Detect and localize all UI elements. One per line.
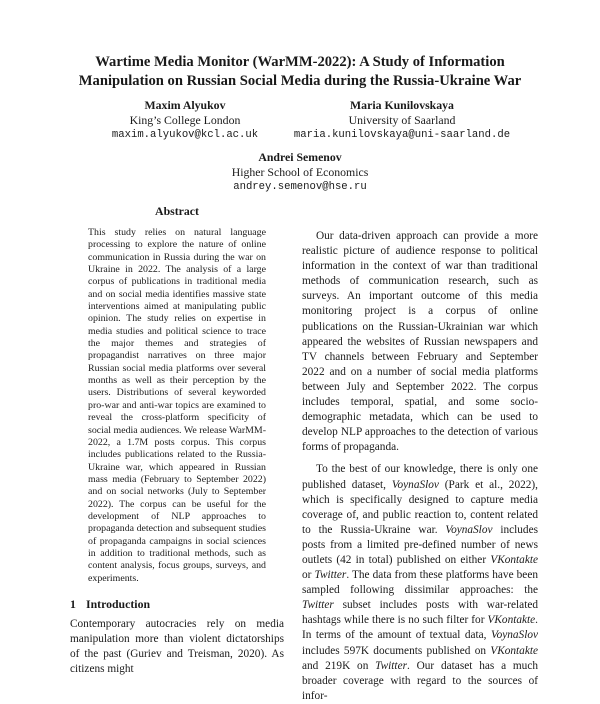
platform-name: VKontakte — [490, 644, 538, 657]
dataset-name: VoynaSlov — [391, 478, 439, 491]
platform-name: Twitter — [314, 569, 347, 582]
intro-paragraph: Contemporary autocracies rely on media manipulation more than violent dictatorships of the past (Guriev and Treisman, 2020). As citizens might — [70, 617, 284, 675]
author-affiliation: University of Saarland — [348, 113, 456, 127]
platform-name: VKontakte — [490, 553, 538, 566]
author-name: Maria Kunilovskaya — [350, 98, 454, 112]
abstract-heading: Abstract — [155, 204, 199, 218]
right-column — [302, 229, 538, 704]
dataset-name: VoynaSlov — [490, 629, 538, 642]
author-block-2 — [292, 98, 512, 143]
platform-name: Twitter — [302, 599, 334, 612]
text-run: . In terms of the amount of textual data, — [302, 614, 538, 642]
text-run: . The data from these platforms have been sampled following dissimilar approaches: the — [302, 569, 538, 597]
author-affiliation: King’s College London — [129, 113, 241, 127]
section-title: Introduction — [86, 596, 151, 611]
platform-name: Twitter — [375, 659, 407, 672]
text-run: subset includes posts with war-related hashtags while there is no such filter for — [302, 599, 538, 627]
text-run: and 219K on — [302, 659, 376, 672]
author-name: Maxim Alyukov — [144, 98, 226, 112]
author-email[interactable]: maxim.alyukov@kcl.ac.uk — [111, 129, 259, 141]
title-line-1: Wartime Media Monitor (WarMM-2022): A Study of Information — [95, 54, 505, 70]
author-email[interactable]: andrey.semenov@hse.ru — [233, 181, 367, 193]
abstract-body: This study relies on natural language processing to explore the nature of online communication in Russia during the war on Ukraine in 2022. The analysis of a large corpus of publications in traditional media and on social media identifies massive state interventions aimed at manipulating public opinion. The study relies on expertise in media studies and political science to trace the major themes and strategies of propagandist narratives on three major Russian social media platforms over several months as well as their perception by the users. Distributions of several keyworded pro-war and anti-war topics are examined to reveal the cross-platform specificity of social media audiences. We release WarMM-2022, a 1.7M posts corpus. This corpus includes publications related to the Russia-Ukraine war, which appeared in Russian mass media (February to September 2022) and on social networks (July to September 2022). The corpus can be useful for the development of NLP approaches to propaganda detection and subsequent studies of propaganda campaigns in social sciences in addition to traditional methods, such as content analysis, focus groups, surveys, and experiments. — [88, 227, 266, 584]
section-heading-introduction — [70, 597, 284, 611]
paper-title — [40, 53, 560, 91]
left-column — [70, 204, 284, 677]
author-name: Andrei Semenov — [258, 150, 342, 164]
text-run: To the best of our knowledge, there is only one published dataset, — [302, 463, 538, 491]
text-run: (Park et al., 2022), which is specifically designed to capture media coverage of, and public reaction to, content related to the Russia-Ukraine war. — [302, 478, 538, 536]
text-run: or — [302, 569, 315, 582]
text-run: includes posts from a limited pre-defined number of news outlets (42 in total) published on either — [302, 523, 538, 566]
platform-name: VKontakte — [487, 614, 536, 627]
text-run: includes 597K documents published on — [302, 644, 491, 657]
right-paragraph-2 — [302, 462, 538, 704]
right-paragraph-1: Our data-driven approach can provide a more realistic picture of audience response to political information in the context of war than traditional methods of communication research, such as surveys. An important outcome of this media monitoring project is a corpus of online publications on the Russian-Ukrainian war which appeared the websites of Russian newspapers and TV channels between February and September 2022 and on a number of social media platforms between July and September 2022. The corpus includes temporal, spatial, and some socio-demographic metadata, which can be used to develop NLP approaches to the detection of various forms of propaganda. — [302, 230, 538, 454]
title-line-2: Manipulation on Russian Social Media during the Russia-Ukraine War — [78, 73, 522, 89]
text-run: . Our dataset has a much broader coverage with regard to the sources of infor- — [302, 659, 538, 702]
section-number: 1 — [70, 596, 76, 611]
author-block-1 — [95, 98, 275, 143]
author-email[interactable]: maria.kunilovskaya@uni-saarland.de — [293, 129, 511, 141]
author-affiliation: Higher School of Economics — [231, 165, 369, 179]
dataset-name: VoynaSlov — [445, 523, 493, 536]
author-block-3 — [200, 150, 400, 195]
